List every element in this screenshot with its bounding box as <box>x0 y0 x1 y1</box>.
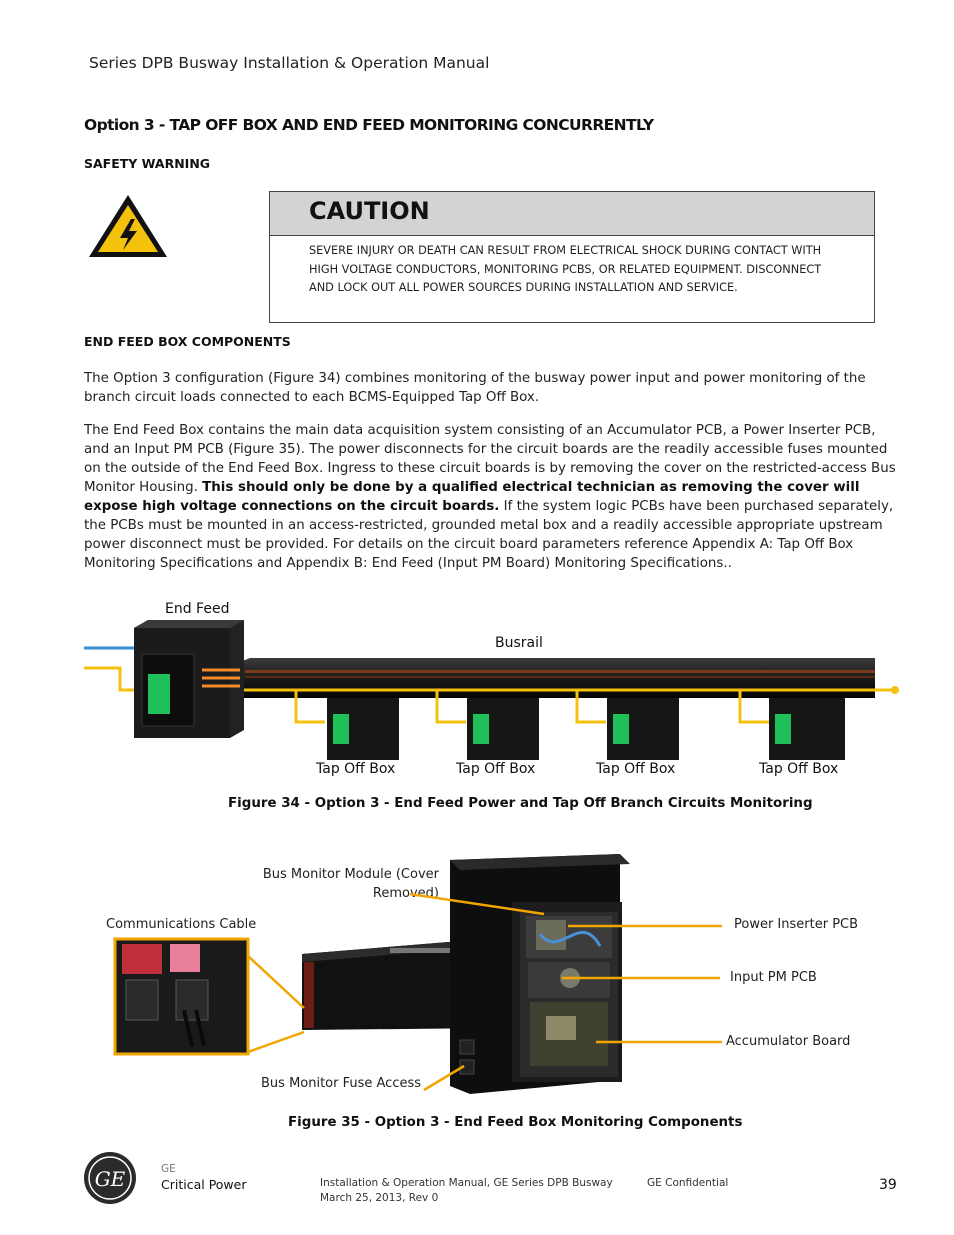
document-header: Series DPB Busway Installation & Operation Manual <box>89 54 490 72</box>
paragraph-1: The Option 3 configuration (Figure 34) combines monitoring of the busway power input and power monitoring of the branch circuit loads connected to each BCMS-Equipped Tap Off Box. <box>84 371 866 405</box>
footer-doc-date: March 25, 2013, Rev 0 <box>320 1192 439 1204</box>
caution-title: CAUTION <box>309 197 430 225</box>
tap-off-label: Tap Off Box <box>316 761 396 777</box>
tap-off-box <box>327 698 399 760</box>
communications-cable-label: Communications Cable <box>106 917 257 932</box>
section-title: Option 3 - TAP OFF BOX AND END FEED MONITORING CONCURRENTLY <box>84 116 654 134</box>
input-pm-label: Input PM PCB <box>730 970 817 985</box>
figure-34-diagram <box>80 618 910 768</box>
paragraph-2-text-b: If the system logic PCBs have been purchased separately, the PCBs must be mounted in an access-restricted, grounded metal box and a readily accessible appropriate upstream power disconnect must be provided. For details on the circuit board parameters reference Appendix A: Tap Off Box Monitoring Specifications and Appendix B: End Feed (Input PM Board) Monitoring Specifications.. <box>84 499 894 571</box>
busrail-label: Busrail <box>495 635 543 651</box>
end-feed-box-photo <box>450 854 630 1094</box>
caution-box <box>269 191 875 323</box>
figure-35-caption: Figure 35 - Option 3 - End Feed Box Monitoring Components <box>288 1115 743 1130</box>
paragraph-2-warning: This should only be done by a qualified electrical technician as removing the cover will expose high voltage connections on the circuit boards. <box>84 480 860 514</box>
tap-off-label: Tap Off Box <box>596 761 676 777</box>
tap-off-box <box>769 698 845 760</box>
paragraph-2 <box>84 421 899 573</box>
safety-warning-heading: SAFETY WARNING <box>84 156 211 171</box>
caution-text <box>309 242 854 298</box>
bus-monitor-module-label: Bus Monitor Module (Cover Removed) <box>262 867 439 901</box>
power-inserter-label: Power Inserter PCB <box>734 917 859 932</box>
caution-line: SEVERE INJURY OR DEATH CAN RESULT FROM ELECTRICAL SHOCK DURING CONTACT WITH <box>309 244 822 257</box>
busrail <box>240 658 875 698</box>
caution-line: HIGH VOLTAGE CONDUCTORS, MONITORING PCBS, OR RELATED EQUIPMENT. DISCONNECT <box>309 262 822 276</box>
caution-header <box>270 192 874 236</box>
tap-off-label: Tap Off Box <box>456 761 536 777</box>
components-heading: END FEED BOX COMPONENTS <box>84 334 291 349</box>
end-feed-label: End Feed <box>165 601 230 617</box>
footer-confidential: GE Confidential <box>647 1177 729 1189</box>
communications-cable-inset <box>115 939 248 1054</box>
figure-34-caption: Figure 34 - Option 3 - End Feed Power and Tap Off Branch Circuits Monitoring <box>228 796 813 811</box>
footer-company-name: Critical Power <box>161 1177 247 1192</box>
accumulator-label: Accumulator Board <box>726 1034 851 1049</box>
figure-35-photo <box>100 850 740 1110</box>
footer-doc-title: Installation & Operation Manual, GE Series DPB Busway <box>320 1177 613 1189</box>
ge-logo <box>82 1150 138 1206</box>
ge-logo-text: GE <box>94 1167 126 1191</box>
page-number: 39 <box>879 1177 897 1193</box>
paragraph-2-text-a: The End Feed Box contains the main data acquisition system consisting of an Accumulator PCB, a Power Inserter PCB, and an Input PM PCB (Figure 35). The power disconnects for the circuit boards are the readily accessible fuses mounted on the outside of the End Feed Box. Ingress to these circuit boards is by removing the cover on the restricted-access Bus Monitor Housing. <box>84 423 896 495</box>
tap-off-box <box>607 698 679 760</box>
tap-off-box <box>467 698 539 760</box>
caution-line: AND LOCK OUT ALL POWER SOURCES DURING INSTALLATION AND SERVICE. <box>309 281 738 294</box>
tap-off-label: Tap Off Box <box>759 761 839 777</box>
electrical-hazard-icon <box>86 191 170 261</box>
footer-company-short: GE <box>161 1163 176 1175</box>
fuse-access-label: Bus Monitor Fuse Access <box>261 1076 422 1091</box>
